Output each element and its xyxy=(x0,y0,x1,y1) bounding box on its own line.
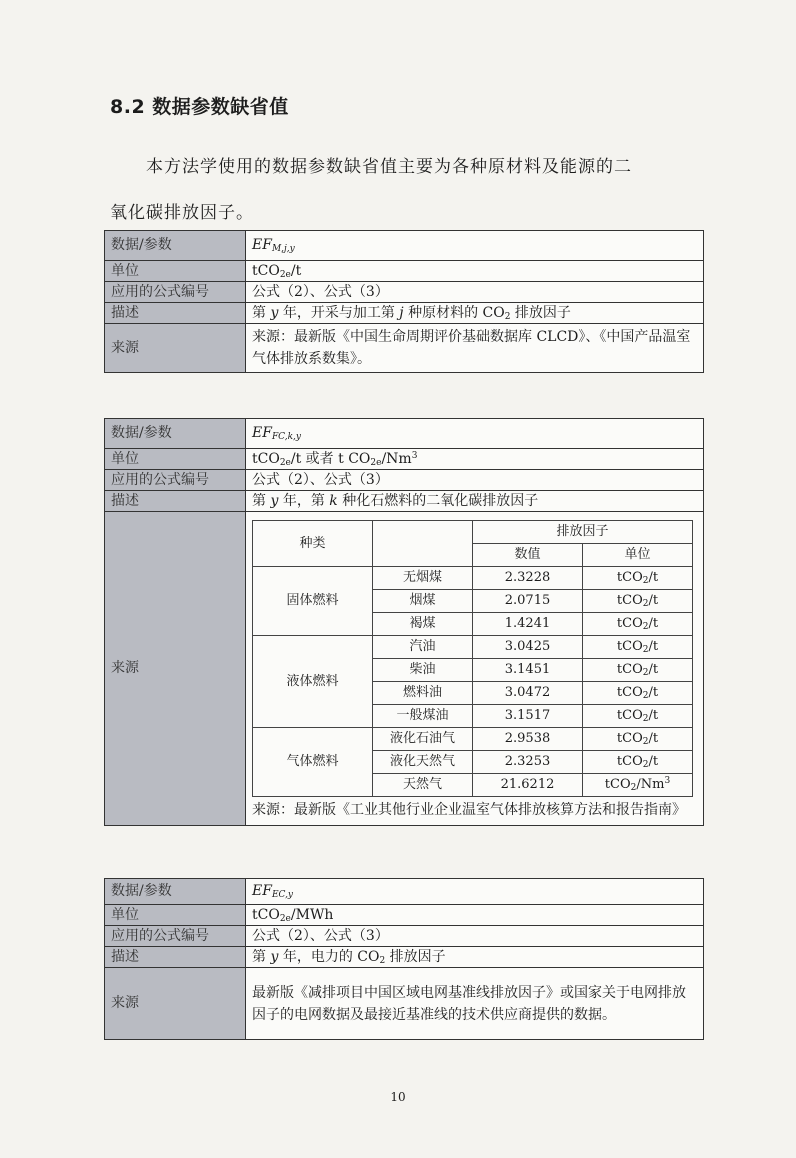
param-symbol: $EF_{M,j,y}$ xyxy=(246,231,704,261)
fuel-factor-value: 3.1517 xyxy=(473,705,583,728)
fuel-factor-value: 2.9538 xyxy=(473,728,583,751)
fuel-name: 烟煤 xyxy=(373,590,473,613)
param-table-material xyxy=(104,230,704,373)
fuel-factor-unit: tCO$_2$/t xyxy=(583,728,693,751)
header-value: 数值 xyxy=(473,544,583,567)
label-param: 数据/参数 xyxy=(105,231,246,261)
param-table-fossil-fuel xyxy=(104,418,704,826)
label-param: 数据/参数 xyxy=(105,879,246,905)
description-value: 第 y 年，第 k 种化石燃料的二氧化碳排放因子 xyxy=(246,491,704,512)
intro-paragraph-line1: 本方法学使用的数据参数缺省值主要为各种原材料及能源的二 xyxy=(146,157,632,177)
section-heading: 8.2 数据参数缺省值 xyxy=(110,96,289,118)
label-source: 来源 xyxy=(105,968,246,1040)
fuel-factor-value: 2.3228 xyxy=(473,567,583,590)
fuel-name: 天然气 xyxy=(373,774,473,797)
source-value: 来源：最新版《中国生命周期评价基础数据库 CLCD》、《中国产品温室气体排放系数集》。 xyxy=(246,324,704,373)
label-formula: 应用的公式编号 xyxy=(105,470,246,491)
label-unit: 单位 xyxy=(105,449,246,470)
formula-value: 公式（2）、公式（3） xyxy=(246,470,704,491)
param-symbol: $EF_{EC,y}$ xyxy=(246,879,704,905)
unit-value: tCO$_{2e}$/MWh xyxy=(246,905,704,926)
fuel-name: 汽油 xyxy=(373,636,473,659)
fuel-factor-value: 2.3253 xyxy=(473,751,583,774)
description-value: 第 y 年，电力的 $CO_2$ 排放因子 xyxy=(246,947,704,968)
formula-value: 公式（2）、公式（3） xyxy=(246,282,704,303)
fuel-row xyxy=(253,636,693,659)
fuel-source-note: 来源：最新版《工业其他行业企业温室气体排放核算方法和报告指南》 xyxy=(252,802,686,818)
unit-value: tCO$_{2e}$/t xyxy=(246,261,704,282)
header-type: 种类 xyxy=(253,521,373,567)
fuel-row xyxy=(253,728,693,751)
fuel-factor-value: 1.4241 xyxy=(473,613,583,636)
label-description: 描述 xyxy=(105,947,246,968)
label-description: 描述 xyxy=(105,491,246,512)
fuel-name: 柴油 xyxy=(373,659,473,682)
fuel-factor-value: 3.0425 xyxy=(473,636,583,659)
fuel-factor-unit: tCO$_2$/t xyxy=(583,590,693,613)
label-param: 数据/参数 xyxy=(105,419,246,449)
fuel-name: 液化天然气 xyxy=(373,751,473,774)
fuel-factor-unit: tCO$_2$/t xyxy=(583,705,693,728)
label-source: 来源 xyxy=(105,324,246,373)
label-source: 来源 xyxy=(105,512,246,826)
fuel-group-name: 液体燃料 xyxy=(253,636,373,728)
fuel-factor-unit: tCO$_2$/t xyxy=(583,613,693,636)
param-symbol: $EF_{FC,k,y}$ xyxy=(246,419,704,449)
fuel-name: 燃料油 xyxy=(373,682,473,705)
fuel-factor-unit: tCO$_2$/t xyxy=(583,567,693,590)
label-description: 描述 xyxy=(105,303,246,324)
fuel-factor-unit: tCO$_2$/t xyxy=(583,659,693,682)
header-unit: 单位 xyxy=(583,544,693,567)
description-value: 第 y 年，开采与加工第 j 种原材料的 $CO_2$ 排放因子 xyxy=(246,303,704,324)
fuel-name: 液化石油气 xyxy=(373,728,473,751)
fuel-name: 一般煤油 xyxy=(373,705,473,728)
label-formula: 应用的公式编号 xyxy=(105,282,246,303)
fuel-factor-unit: tCO$_2$/t xyxy=(583,682,693,705)
fuel-factor-unit: $tCO_2/Nm^3$ xyxy=(583,774,693,797)
fuel-factor-value: 3.1451 xyxy=(473,659,583,682)
fuel-group-name: 气体燃料 xyxy=(253,728,373,797)
fuel-row xyxy=(253,567,693,590)
unit-value: tCO$_{2e}$/t 或者 t $CO_{2e}/Nm^3$ xyxy=(246,449,704,470)
fuel-factor-value: 2.0715 xyxy=(473,590,583,613)
label-unit: 单位 xyxy=(105,905,246,926)
fuel-factor-unit: tCO$_2$/t xyxy=(583,751,693,774)
fuel-factor-value: 21.6212 xyxy=(473,774,583,797)
label-formula: 应用的公式编号 xyxy=(105,926,246,947)
formula-value: 公式（2）、公式（3） xyxy=(246,926,704,947)
fuel-group-name: 固体燃料 xyxy=(253,567,373,636)
label-unit: 单位 xyxy=(105,261,246,282)
header-emission-factor: 排放因子 xyxy=(473,521,693,544)
page-number: 10 xyxy=(390,1090,406,1104)
fuel-factor-unit: tCO$_2$/t xyxy=(583,636,693,659)
source-value xyxy=(246,512,704,826)
intro-paragraph-line2: 氧化碳排放因子。 xyxy=(110,203,254,223)
fuel-name: 褐煤 xyxy=(373,613,473,636)
param-table-electricity xyxy=(104,878,704,1040)
fuel-name: 无烟煤 xyxy=(373,567,473,590)
fuel-factor-value: 3.0472 xyxy=(473,682,583,705)
source-value: 最新版《减排项目中国区域电网基准线排放因子》或国家关于电网排放因子的电网数据及最接近基准线的技术供应商提供的数据。 xyxy=(246,968,704,1040)
fuel-emission-factor-table xyxy=(252,520,693,797)
